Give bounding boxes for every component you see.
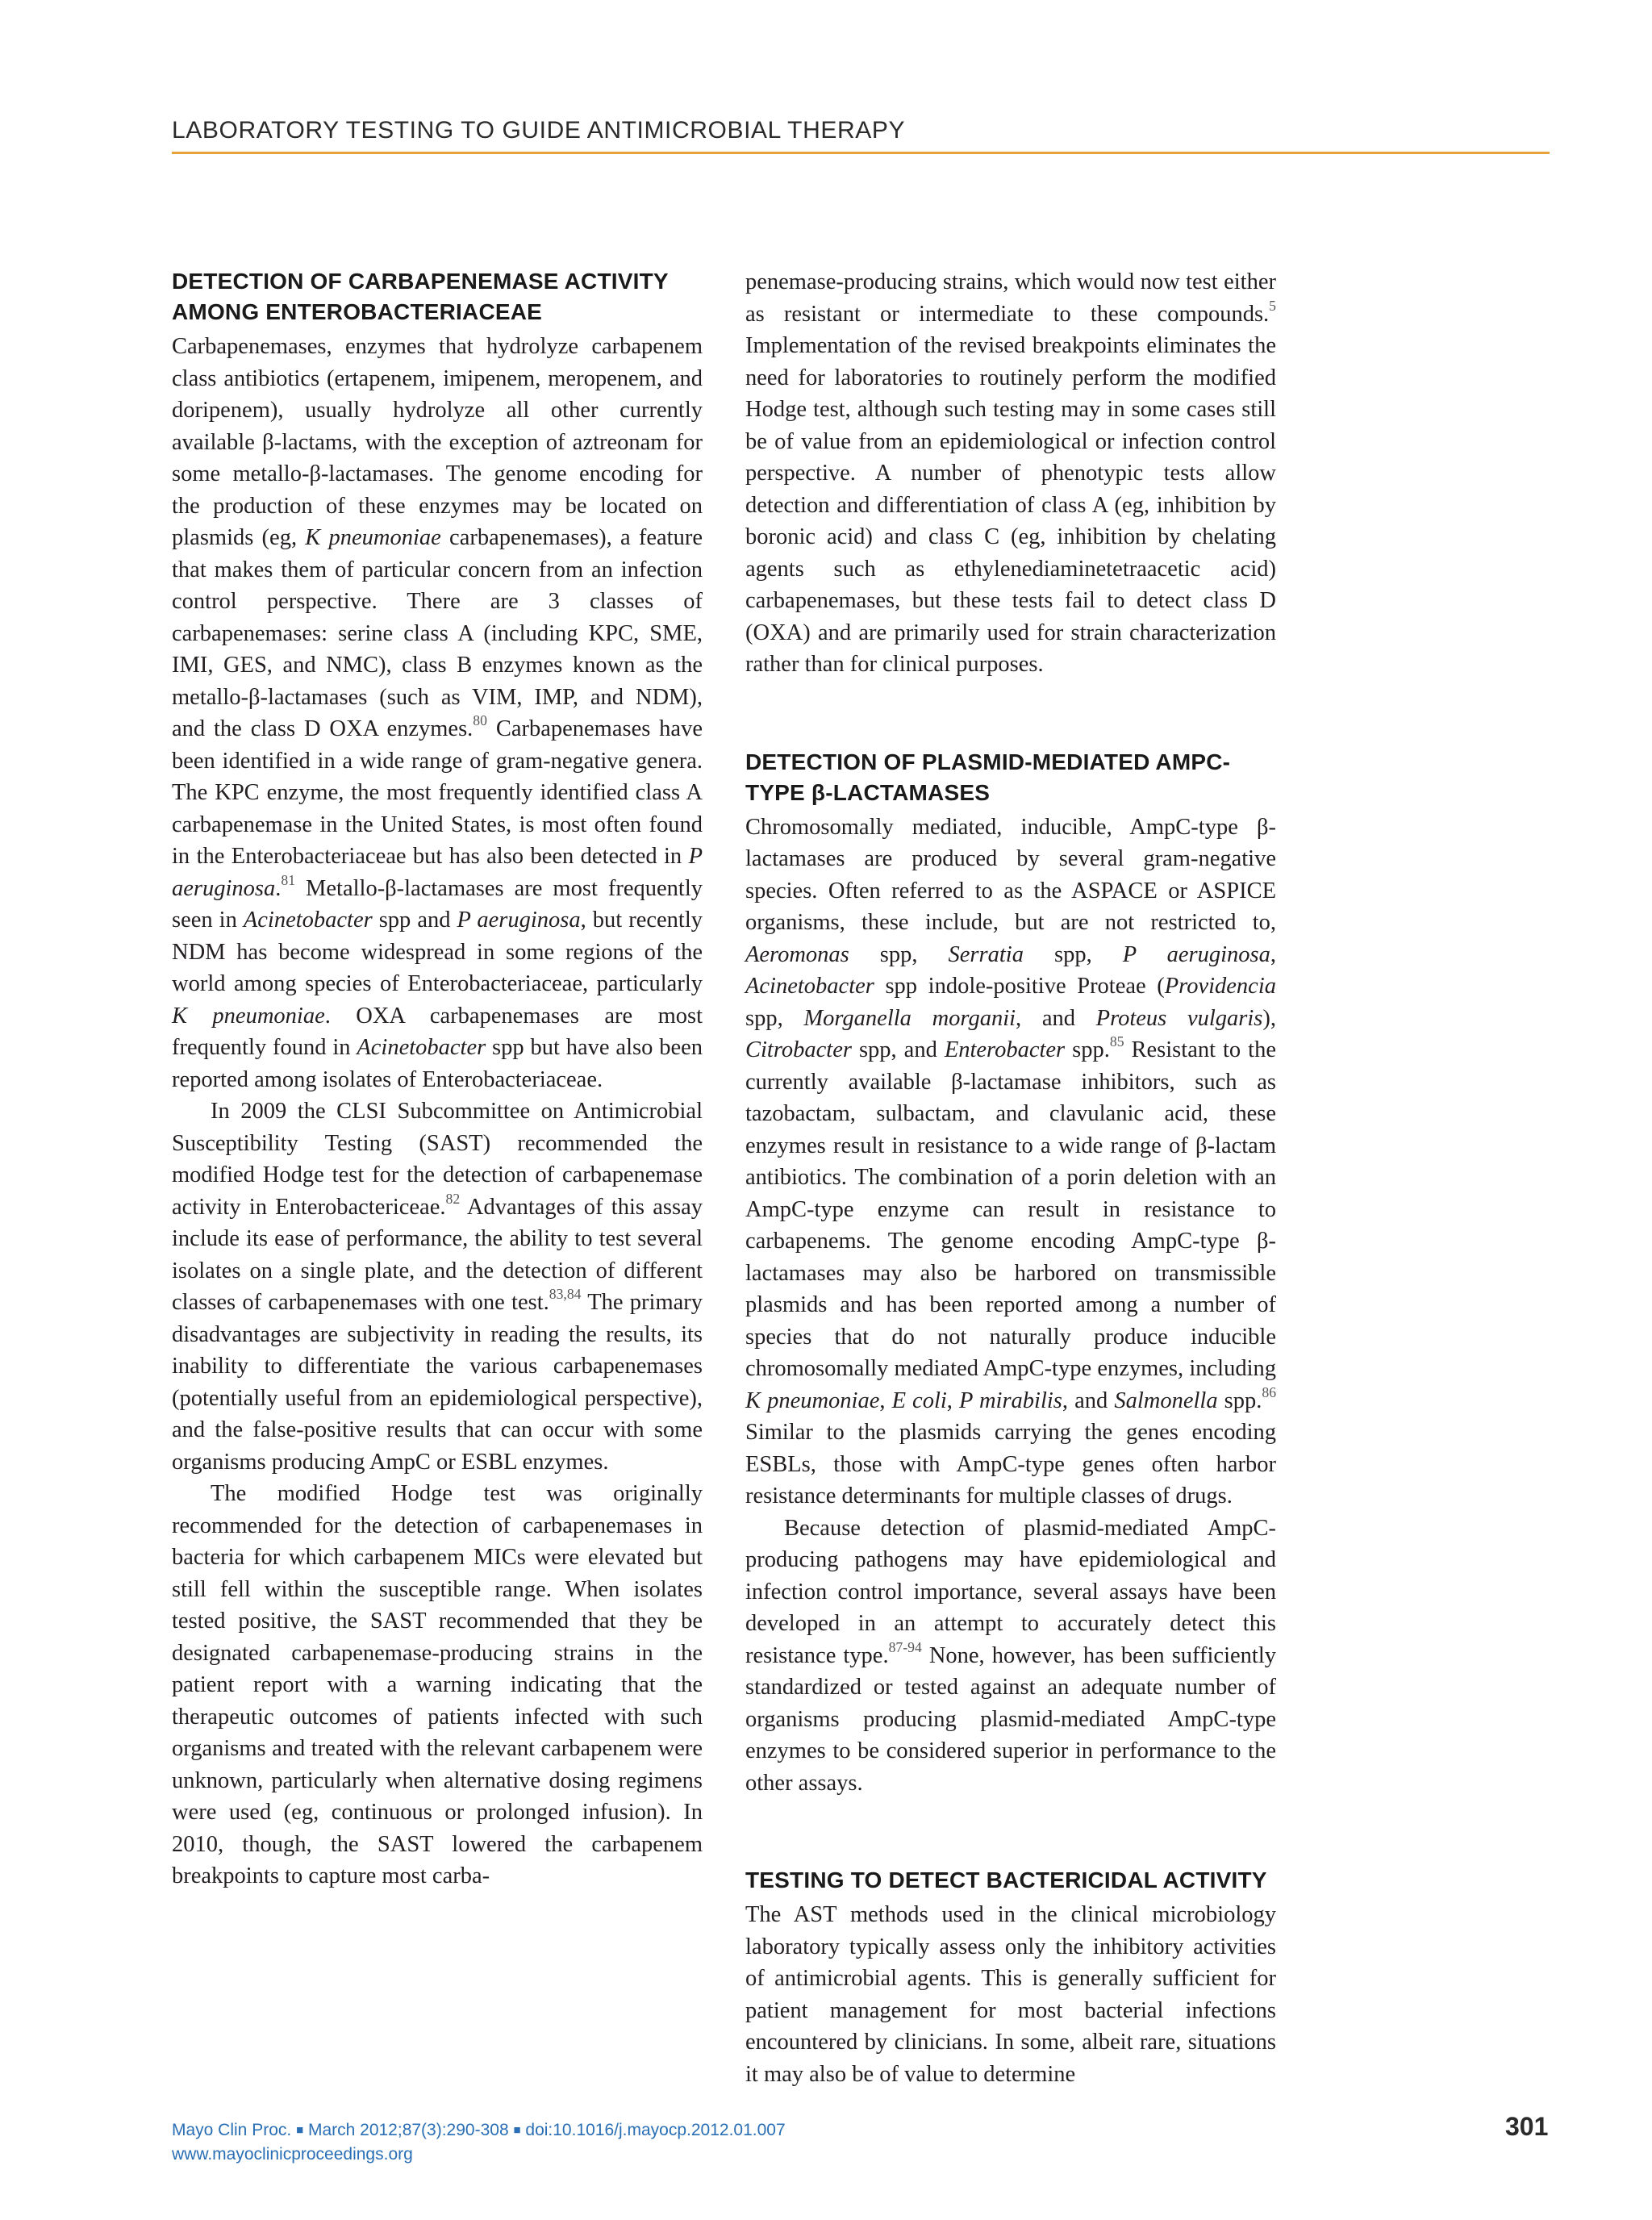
text-run: spp and xyxy=(372,908,457,933)
species-name: P aeruginosa xyxy=(457,908,581,933)
text-run: spp, xyxy=(849,941,949,967)
text-run: Metallo-β-lactamases are most frequently seen in xyxy=(172,875,703,933)
running-head: LABORATORY TESTING TO GUIDE ANTIMICROBIAL THERAPY xyxy=(172,117,906,144)
page-footer xyxy=(172,2118,786,2167)
citation-ref[interactable]: 86 xyxy=(1262,1383,1277,1400)
page-number: 301 xyxy=(1505,2112,1549,2141)
separator-square-icon: ■ xyxy=(513,2123,521,2137)
text-run: , xyxy=(879,1388,892,1413)
text-run: Similar to the plasmids carrying the genes encoding ESBLs, those with AmpC-type genes often harbor resistance determinants for multiple classes of drugs. xyxy=(745,1420,1276,1509)
citation-line xyxy=(172,2118,786,2143)
citation-ref[interactable]: 87-94 xyxy=(888,1638,922,1655)
text-run: , xyxy=(946,1388,959,1413)
species-name: Acinetobacter xyxy=(357,1035,486,1060)
citation-ref[interactable]: 81 xyxy=(281,871,296,888)
species-name: K pneumoniae xyxy=(172,1003,325,1029)
header-rule xyxy=(172,152,1550,154)
species-name: Serratia xyxy=(948,941,1024,967)
doi-link[interactable]: doi:10.1016/j.mayocp.2012.01.007 xyxy=(525,2121,786,2139)
text-run: , but recently NDM has become widespread in some regions of the world among species of Enterobacteriaceae, particularly xyxy=(172,908,703,996)
issue-date: March 2012;87(3):290-308 xyxy=(307,2121,509,2139)
text-run: Carbapenemases have been identified in a wide range of gram-negative genera. The KPC enzyme, the most frequently identified class A carbapenemase in the United States, is most often found in the Enterobacteriaceae but has also been detected in xyxy=(172,716,703,869)
website-link[interactable]: www.mayoclinicproceedings.org xyxy=(172,2145,413,2164)
text-run: . OXA carbapenemases are most frequently found in xyxy=(172,1003,703,1060)
species-name: E coli xyxy=(891,1388,947,1413)
species-name: Acinetobacter xyxy=(243,908,373,933)
separator-square-icon: ■ xyxy=(296,2123,304,2137)
text-run: Carbapenemases, enzymes that hydrolyze carbapenem class antibiotics (ertapenem, imipenem, meropenem, and doripenem), usually hydrolyze all other currently available β-lactams, with the exception of aztreonam for some metallo-β-lactamases. The genome encoding for the production of these enzymes may be located on plasmids (eg, xyxy=(172,334,703,550)
citation-ref[interactable]: 83,84 xyxy=(549,1285,582,1302)
right-column xyxy=(745,266,1276,2090)
paragraph-hodge-recommendation: The modified Hodge test was originally recommended for the detection of carbapenemases in bacteria for which carbapenem MICs were elevated but still fell within the susceptible range. When isolates tested positive, the SAST recommended that they be designated carbapenemase-producing strains in the patient report with a warning indicating that the therapeutic outcomes of patients infected with such organisms and treated with the relevant carbapenem were unknown, particularly when alternative dosing regimens were used (eg, continuous or prolonged infusion). In 2010, though, the SAST lowered the carbapenem breakpoints to capture most carba- xyxy=(172,1481,703,1888)
left-column xyxy=(172,266,703,1892)
text-run: spp, xyxy=(745,1005,804,1031)
section-heading-carbapenemase: DETECTION OF CARBAPENEMASE ACTIVITY AMONG ENTEROBACTERIACEAE xyxy=(172,269,669,324)
species-name: Acinetobacter xyxy=(745,974,874,999)
text-run: , and xyxy=(1016,1005,1096,1031)
text-run: spp but have also been reported among isolates of Enterobacteriaceae. xyxy=(172,1035,703,1092)
text-run: spp indole-positive Proteae ( xyxy=(874,974,1165,999)
citation-ref[interactable]: 85 xyxy=(1109,1033,1124,1049)
text-run: carbapenemases), a feature that makes them of particular concern from an infection control perspective. There are 3 classes of carbapenemases: serine class A (including KPC, SME, IMI, GES, and NMC), class B enzymes known as the metallo-β-lactamases (such as VIM, IMP, and NDM), and the class D OXA enzymes. xyxy=(172,525,703,741)
section-heading-bactericidal: TESTING TO DETECT BACTERICIDAL ACTIVITY xyxy=(745,1867,1267,1892)
text-run: spp. xyxy=(1065,1037,1110,1062)
species-name: Citrobacter xyxy=(745,1037,852,1062)
text-run: , and xyxy=(1062,1388,1115,1413)
species-name: P aeruginosa xyxy=(172,844,703,901)
text-run: Chromosomally mediated, inducible, AmpC-type β-lactamases are produced by several gram-negative species. Often referred to as the ASPACE or ASPICE organisms, these include, but are not restricted to, xyxy=(745,814,1276,935)
paragraph-ampc-detection xyxy=(745,1513,1276,1800)
text-run: spp, and xyxy=(851,1037,945,1062)
species-name: Providencia xyxy=(1164,974,1276,999)
text-run: The primary disadvantages are subjectivity in reading the results, its inability to differentiate the various carbapenemases (potentially useful from an epidemiological perspective), and the false-positive results that can occur with some organisms producing AmpC or ESBL enzymes. xyxy=(172,1290,703,1475)
citation-ref[interactable]: 80 xyxy=(473,711,487,728)
species-name: K pneumoniae xyxy=(745,1388,880,1413)
species-name: Aeromonas xyxy=(745,941,849,967)
paragraph-breakpoints xyxy=(745,266,1276,681)
species-name: Enterobacter xyxy=(944,1037,1066,1062)
text-run: penemase-producing strains, which would now test either as resistant or intermediate to these compounds. xyxy=(745,269,1276,327)
section-heading-ampc: DETECTION OF PLASMID-MEDIATED AMPC-TYPE β-LACTAMASES xyxy=(745,749,1231,805)
text-run: spp, xyxy=(1023,941,1123,967)
text-run: ), xyxy=(1262,1005,1276,1031)
species-name: P mirabilis xyxy=(959,1388,1062,1413)
text-run: spp. xyxy=(1217,1388,1262,1413)
species-name: Proteus vulgaris xyxy=(1095,1005,1263,1031)
journal-name: Mayo Clin Proc. xyxy=(172,2121,292,2139)
text-run: None, however, has been sufficiently standardized or tested against an adequate number of organisms producing plasmid-mediated AmpC-type enzymes to be considered superior in performance to the other assays. xyxy=(745,1642,1276,1796)
text-run: Resistant to the currently available β-lactamase inhibitors, such as tazobactam, sulbactam, and clavulanic acid, these enzymes result in resistance to a wide range of β-lactam antibiotics. The combination of a porin deletion with an AmpC-type enzyme can result in resistance to carbapenems. The genome encoding AmpC-type β-lactamases may also be harbored on transmissible plasmids and has been reported among a number of species that do not naturally produce inducible chromosomally mediated AmpC-type enzymes, including xyxy=(745,1037,1276,1381)
text-run: , xyxy=(1270,941,1277,967)
paragraph-bactericidal: The AST methods used in the clinical microbiology laboratory typically assess only the inhibitory activities of antimicrobial agents. This is generally sufficient for patient management for most bacterial infections encountered by clinicians. In some, albeit rare, situations it may also be of value to determine xyxy=(745,1902,1276,2087)
citation-ref[interactable]: 82 xyxy=(445,1190,461,1207)
text-run: Implementation of the revised breakpoints eliminates the need for laboratories to routinely perform the modified Hodge test, although such testing may in some cases still be of value from an epidemiological or infection control perspective. A number of phenotypic tests allow detection and differentiation of class A (eg, inhibition by boronic acid) and class C (eg, inhibition by chelating agents such as ethylenediaminetetraacetic acid) carbapenemases, but these tests fail to detect class D (OXA) and are primarily used for strain characterization rather than for clinical purposes. xyxy=(745,333,1276,677)
species-name: Salmonella xyxy=(1114,1388,1218,1413)
text-run: Advantages of this assay include its ease of performance, the ability to test several isolates on a single plate, and the detection of different classes of carbapenemases with one test. xyxy=(172,1194,703,1315)
species-name: Morganella morganii xyxy=(803,1005,1016,1031)
citation-ref[interactable]: 5 xyxy=(1269,297,1276,314)
paragraph-clsi-hodge xyxy=(172,1095,703,1478)
text-run: In 2009 the CLSI Subcommittee on Antimicrobial Susceptibility Testing (SAST) recommended the modified Hodge test for the detection of carbapenemase activity in Enterobactericeae. xyxy=(172,1099,703,1220)
species-name: P aeruginosa xyxy=(1122,941,1270,967)
text-run: . xyxy=(275,875,282,901)
paragraph-carbapenemases-intro xyxy=(172,331,703,1095)
text-run: Because detection of plasmid-mediated AmpC-producing pathogens may have epidemiological and infection control importance, several assays have been developed in an attempt to accurately detect this resistance type. xyxy=(745,1515,1276,1668)
species-name: K pneumoniae xyxy=(305,525,441,550)
paragraph-ampc-intro xyxy=(745,812,1276,1513)
